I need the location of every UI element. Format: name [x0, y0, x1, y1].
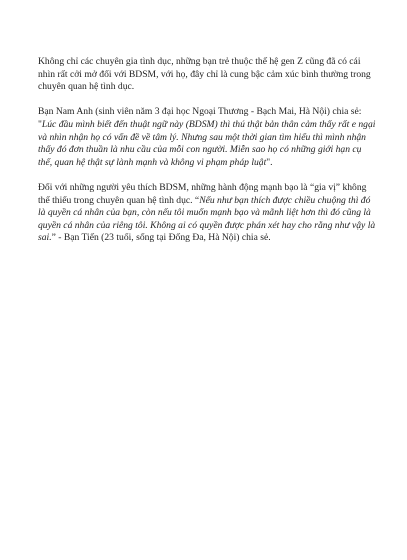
article-body [38, 56, 376, 258]
paragraph-nam-anh-quote [38, 106, 376, 169]
quote-lead-in: Bạn Nam Anh (sinh viên năm 3 đại học Ngoại Thương - Bạch Mai, Hà Nội) chia sẻ: " [38, 106, 362, 130]
quote-attribution: ” - Bạn Tiến (23 tuổi, sống tại Đống Đa, Hà Nội) chia sẻ. [51, 232, 271, 244]
quote-lead-in: Đối với những người yêu thích BDSM, những hành động mạnh bạo là “gia vị” không thể thiếu trong chuyên quan hệ tình dục. “ [38, 181, 367, 206]
quote-italic-text: Nếu như bạn thích được chiều chuộng thì đó là quyền cá nhân của bạn, còn nếu tôi muốn mạnh bạo và mãnh liệt hơn thì đó cũng là quyền cá nhân của riêng tôi. Không ai có quyền được phán xét hay cho rằng như vậy là sai. [38, 194, 376, 244]
paragraph-intro-text: Không chỉ các chuyên gia tình dục, những bạn trẻ thuộc thế hệ gen Z cũng đã có cái nhìn rất cởi mở đối với BDSM, với họ, đây chỉ là cung bậc cảm xúc bình thường trong chuyên quan hệ tình dục. [38, 56, 371, 93]
paragraph-intro [38, 56, 376, 94]
quote-close: ". [266, 156, 273, 168]
quote-italic-text: Lúc đầu mình biết đến thuật ngữ này (BDSM) thì thú thật bản thân cảm thấy rất e ngại và nhìn nhận họ có vấn đề về tâm lý. Nhưng sau một thời gian tìm hiểu thì mình nhận thấy đó đơn thuần là nhu cầu của mỗi con người. Miễn sao họ có những giới hạn cụ thể, quan hệ thật sự lành mạnh và không vi phạm pháp luật [38, 118, 376, 168]
paragraph-tien-quote [38, 182, 376, 245]
